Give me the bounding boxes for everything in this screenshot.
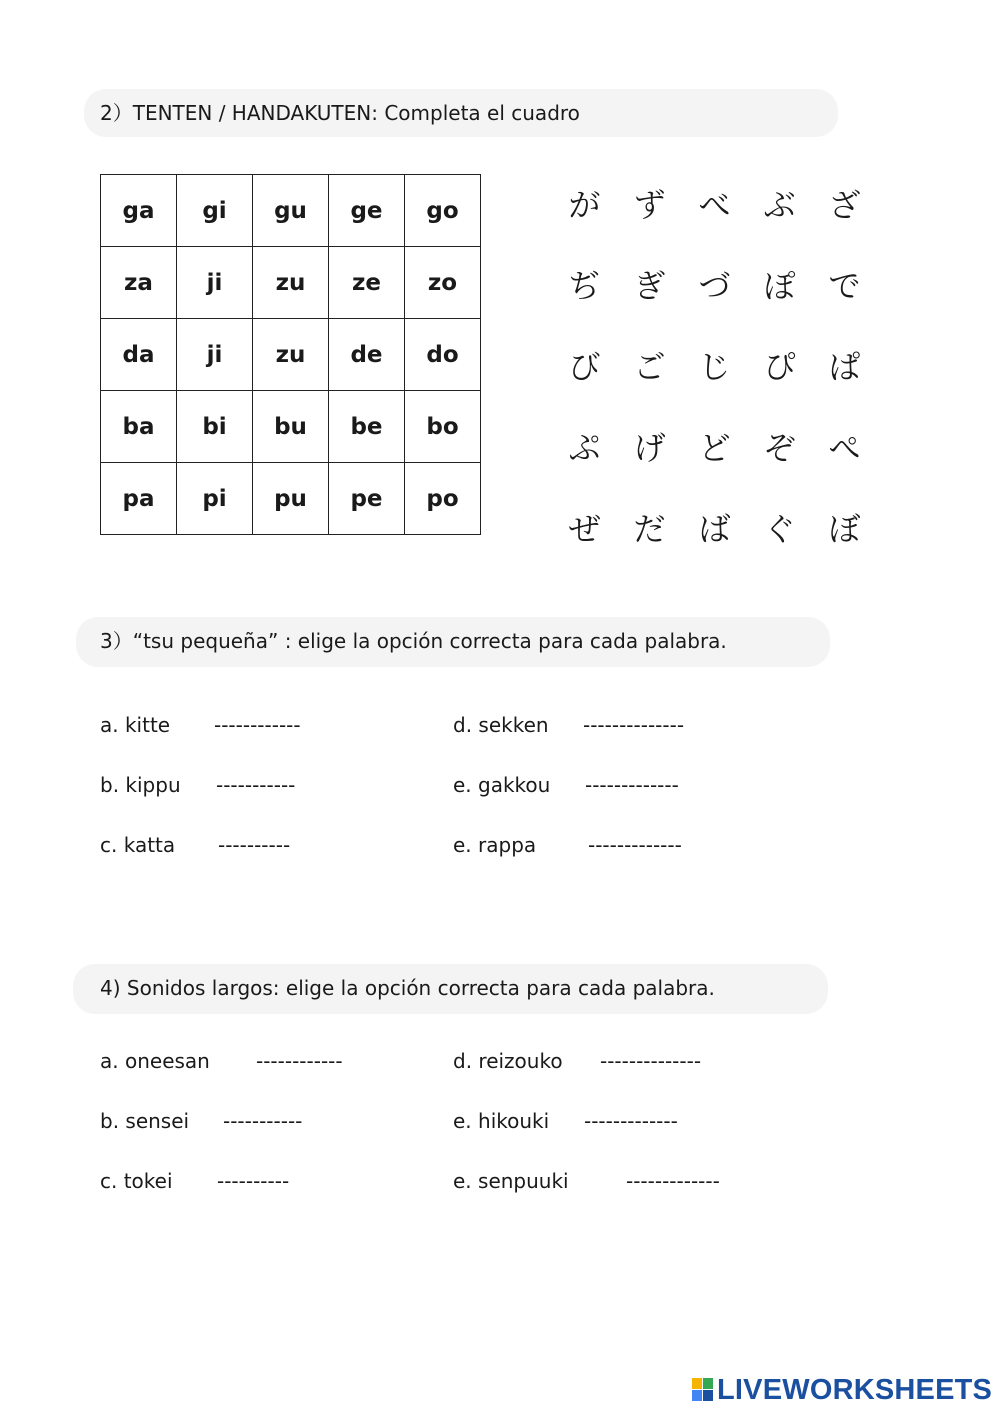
syllable-cell: za bbox=[101, 247, 177, 319]
answer-item bbox=[100, 773, 296, 797]
syllable-cell: ze bbox=[329, 247, 405, 319]
answer-blank[interactable]: ------------- bbox=[584, 1109, 678, 1133]
item-word: c. katta bbox=[100, 833, 176, 857]
answer-blank[interactable]: ------------- bbox=[585, 773, 679, 797]
syllable-cell: do bbox=[405, 319, 481, 391]
answer-blank[interactable]: ------------- bbox=[588, 833, 682, 857]
syllable-cell: pa bbox=[101, 463, 177, 535]
kana-character: ご bbox=[633, 347, 666, 386]
kana-character: ぼ bbox=[828, 509, 861, 548]
answer-blank[interactable]: ---------- bbox=[217, 1169, 290, 1193]
syllable-cell: bu bbox=[253, 391, 329, 463]
item-word: c. tokei bbox=[100, 1169, 173, 1193]
answer-item bbox=[100, 1169, 290, 1193]
section-4-title: 4) Sonidos largos: elige la opción correcta para cada palabra. bbox=[73, 964, 828, 1014]
section-3-title: 3）“tsu pequeña” : elige la opción correcta para cada palabra. bbox=[76, 617, 830, 667]
answer-item bbox=[453, 1109, 678, 1133]
item-word: a. kitte bbox=[100, 713, 171, 737]
logo-text: LIVEWORKSHEETS bbox=[717, 1373, 993, 1406]
kana-character: だ bbox=[633, 509, 666, 548]
kana-character: じ bbox=[698, 347, 731, 386]
syllable-cell: pi bbox=[177, 463, 253, 535]
kana-character: べ bbox=[698, 185, 731, 224]
syllable-table bbox=[100, 174, 481, 535]
answer-blank[interactable]: ----------- bbox=[223, 1109, 303, 1133]
syllable-cell: zu bbox=[253, 319, 329, 391]
syllable-cell: zu bbox=[253, 247, 329, 319]
kana-character: で bbox=[828, 266, 861, 305]
kana-character: げ bbox=[633, 428, 666, 467]
item-word: e. senpuuki bbox=[453, 1169, 569, 1193]
kana-character: ぴ bbox=[763, 347, 796, 386]
answer-blank[interactable]: ------------- bbox=[626, 1169, 720, 1193]
kana-character: ば bbox=[698, 509, 731, 548]
kana-character: ぞ bbox=[763, 428, 796, 467]
item-word: e. gakkou bbox=[453, 773, 551, 797]
answer-item bbox=[453, 833, 682, 857]
kana-character: づ bbox=[698, 266, 731, 305]
kana-character: ぎ bbox=[633, 266, 666, 305]
table-row bbox=[101, 247, 481, 319]
syllable-cell: ji bbox=[177, 247, 253, 319]
table-row bbox=[101, 463, 481, 535]
syllable-cell: gu bbox=[253, 175, 329, 247]
answer-blank[interactable]: ------------ bbox=[214, 713, 301, 737]
kana-character: ぶ bbox=[763, 185, 796, 224]
syllable-cell: pu bbox=[253, 463, 329, 535]
answer-item bbox=[453, 1169, 720, 1193]
answer-blank[interactable]: -------------- bbox=[583, 713, 685, 737]
liveworksheets-logo bbox=[692, 1372, 992, 1408]
kana-character: ぐ bbox=[763, 509, 796, 548]
syllable-cell: gi bbox=[177, 175, 253, 247]
item-word: b. kippu bbox=[100, 773, 181, 797]
item-word: e. rappa bbox=[453, 833, 537, 857]
syllable-cell: go bbox=[405, 175, 481, 247]
item-word: d. reizouko bbox=[453, 1049, 563, 1073]
syllable-cell: de bbox=[329, 319, 405, 391]
item-word: a. oneesan bbox=[100, 1049, 210, 1073]
logo-mark-icon bbox=[692, 1378, 714, 1402]
kana-character: ぢ bbox=[568, 266, 601, 305]
kana-character: び bbox=[568, 347, 601, 386]
syllable-cell: po bbox=[405, 463, 481, 535]
table-row bbox=[101, 175, 481, 247]
syllable-cell: zo bbox=[405, 247, 481, 319]
answer-item bbox=[100, 1049, 343, 1073]
kana-character: ず bbox=[633, 185, 666, 224]
answer-blank[interactable]: ----------- bbox=[216, 773, 296, 797]
syllable-cell: pe bbox=[329, 463, 405, 535]
kana-character: ぷ bbox=[568, 428, 601, 467]
answer-item bbox=[100, 833, 291, 857]
answer-blank[interactable]: ---------- bbox=[218, 833, 291, 857]
syllable-cell: da bbox=[101, 319, 177, 391]
syllable-cell: ba bbox=[101, 391, 177, 463]
item-word: d. sekken bbox=[453, 713, 549, 737]
table-row bbox=[101, 391, 481, 463]
syllable-cell: ga bbox=[101, 175, 177, 247]
answer-item bbox=[100, 1109, 303, 1133]
table-row bbox=[101, 319, 481, 391]
syllable-cell: bi bbox=[177, 391, 253, 463]
syllable-cell: ji bbox=[177, 319, 253, 391]
kana-character: ぱ bbox=[828, 347, 861, 386]
kana-grid bbox=[552, 162, 877, 567]
kana-character: が bbox=[568, 185, 601, 224]
kana-character: ど bbox=[698, 428, 731, 467]
item-word: b. sensei bbox=[100, 1109, 190, 1133]
answer-item bbox=[453, 713, 685, 737]
answer-item bbox=[453, 773, 679, 797]
kana-character: ぺ bbox=[828, 428, 861, 467]
kana-character: ざ bbox=[828, 185, 861, 224]
answer-item bbox=[453, 1049, 702, 1073]
syllable-cell: bo bbox=[405, 391, 481, 463]
item-word: e. hikouki bbox=[453, 1109, 550, 1133]
kana-character: ぽ bbox=[763, 266, 796, 305]
kana-character: ぜ bbox=[568, 509, 601, 548]
answer-blank[interactable]: ------------ bbox=[256, 1049, 343, 1073]
answer-item bbox=[100, 713, 301, 737]
syllable-cell: ge bbox=[329, 175, 405, 247]
syllable-cell: be bbox=[329, 391, 405, 463]
section-2-title: 2）TENTEN / HANDAKUTEN: Completa el cuadro bbox=[84, 89, 838, 137]
answer-blank[interactable]: -------------- bbox=[600, 1049, 702, 1073]
